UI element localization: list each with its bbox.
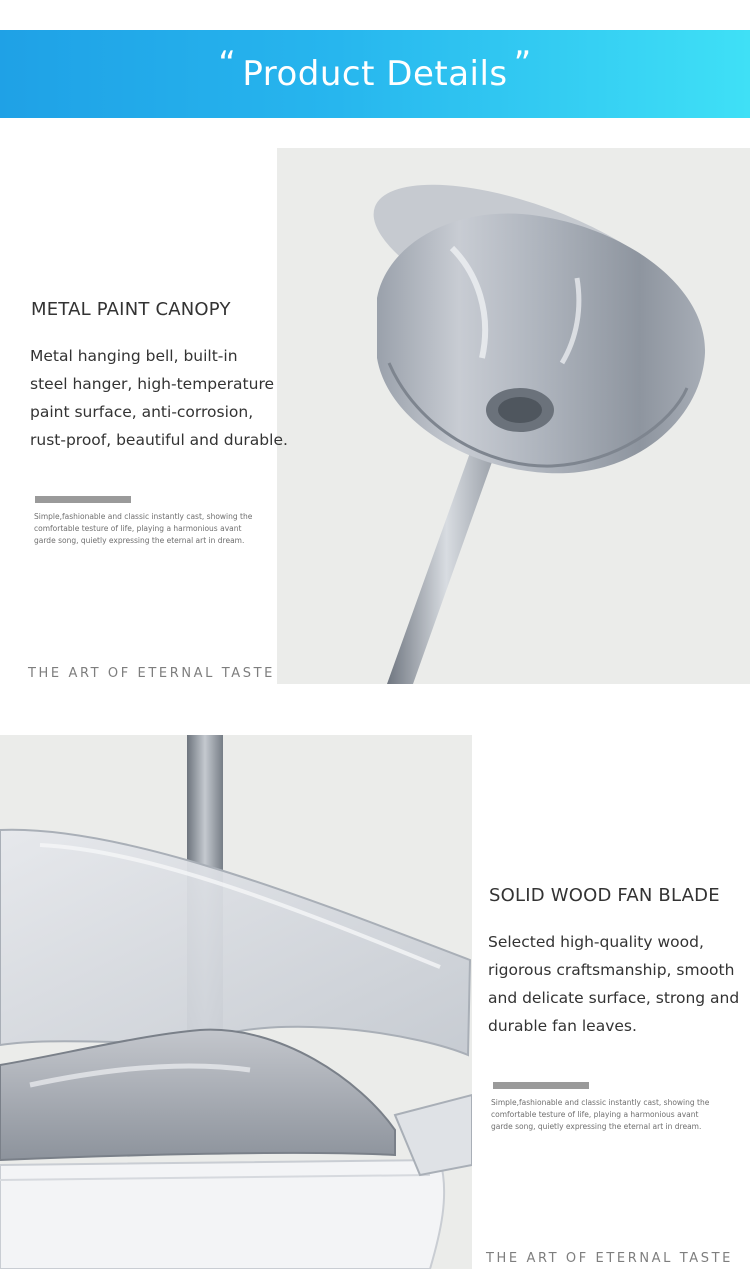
close-quote-icon: ”: [513, 44, 532, 84]
section-fan-blade: [0, 735, 750, 1269]
fan-blade-small-line: comfortable testure of life, playing a harmonious avant: [491, 1110, 699, 1119]
fan-blade-description-line: durable fan leaves.: [488, 1017, 637, 1035]
fan-blade-description: [488, 928, 739, 1040]
canopy-description: [30, 342, 288, 454]
canopy-small-line: Simple,fashionable and classic instantly cast, showing the: [34, 512, 253, 521]
fan-blade-photo: [0, 735, 472, 1269]
canopy-heading: METAL PAINT CANOPY: [31, 299, 231, 320]
fan-blade-tagline: THE ART OF ETERNAL TASTE: [486, 1251, 733, 1266]
canopy-small-line: comfortable testure of life, playing a harmonious avant: [34, 524, 242, 533]
canopy-description-line: Metal hanging bell, built-in: [30, 347, 238, 365]
fan-blade-small-text: [491, 1097, 709, 1133]
header-banner: [0, 30, 750, 118]
fan-blade-image: [0, 735, 472, 1269]
canopy-description-line: rust-proof, beautiful and durable.: [30, 431, 288, 449]
fan-blade-heading: SOLID WOOD FAN BLADE: [489, 885, 720, 906]
canopy-description-line: paint surface, anti-corrosion,: [30, 403, 254, 421]
canopy-small-line: garde song, quietly expressing the eternal art in dream.: [34, 536, 245, 545]
banner-title: [212, 44, 538, 94]
fan-blade-description-line: Selected high-quality wood,: [488, 933, 704, 951]
open-quote-icon: “: [218, 44, 237, 84]
canopy-small-text: [34, 511, 252, 547]
canopy-image: [277, 148, 750, 684]
section-canopy: [0, 148, 750, 684]
fan-blade-small-line: garde song, quietly expressing the eternal art in dream.: [491, 1122, 702, 1131]
fan-blade-small-line: Simple,fashionable and classic instantly cast, showing the: [491, 1098, 710, 1107]
canopy-divider-bar: [35, 496, 131, 503]
fan-blade-divider-bar: [493, 1082, 589, 1089]
fan-blade-description-line: and delicate surface, strong and: [488, 989, 740, 1007]
canopy-description-line: steel hanger, high-temperature: [30, 375, 275, 393]
banner-title-text: Product Details: [242, 54, 508, 94]
canopy-tagline: THE ART OF ETERNAL TASTE: [28, 666, 275, 681]
canopy-photo: [277, 148, 750, 684]
fan-blade-description-line: rigorous craftsmanship, smooth: [488, 961, 735, 979]
